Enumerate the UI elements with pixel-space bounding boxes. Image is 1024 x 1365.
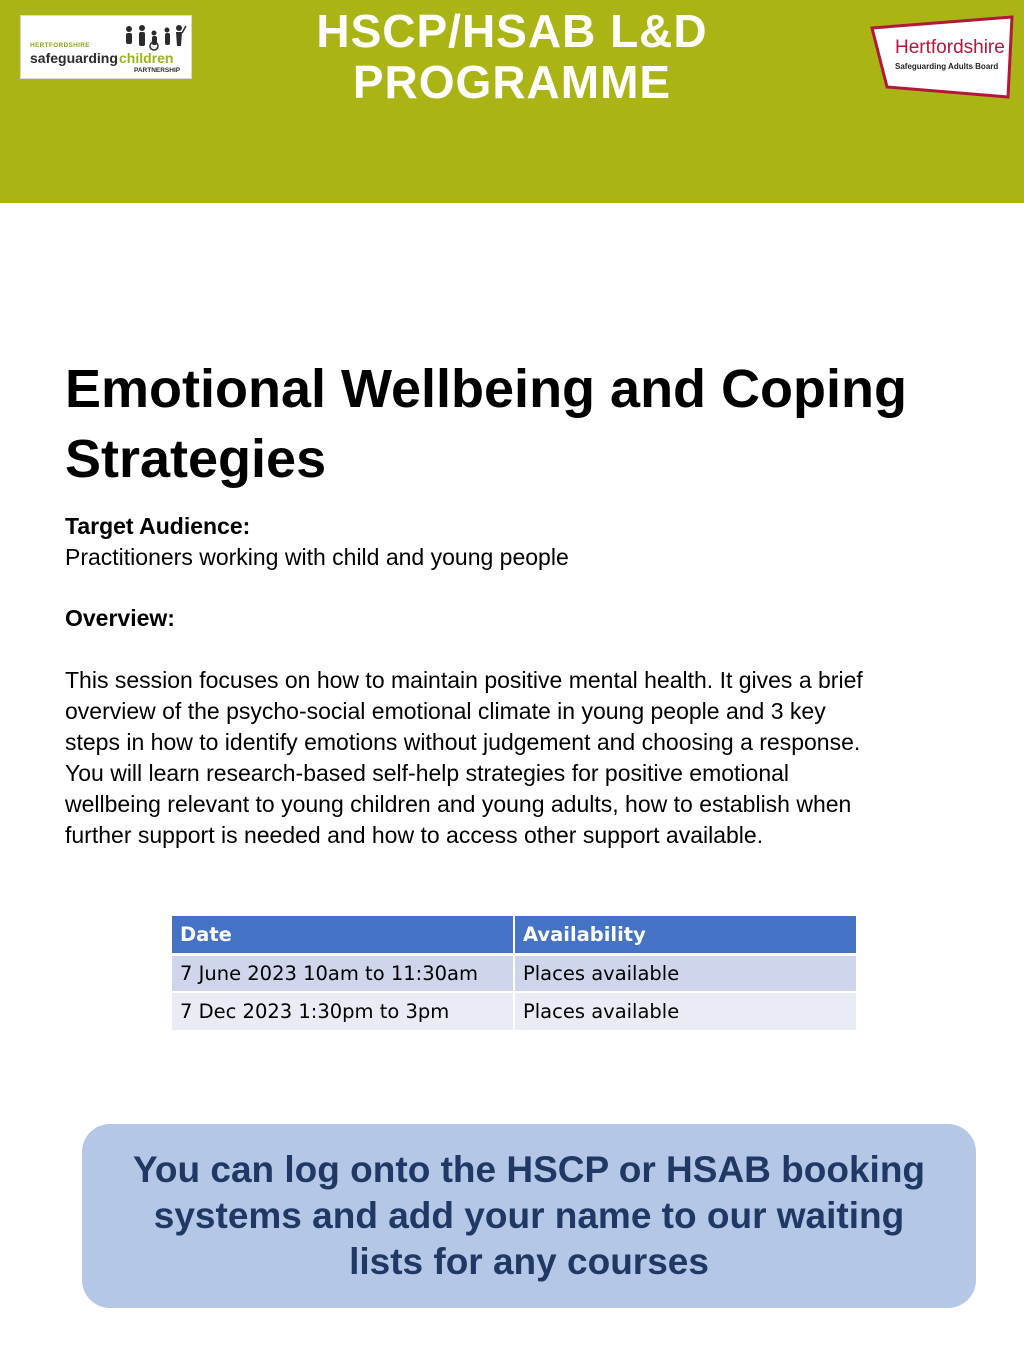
hsab-logo (869, 14, 1015, 100)
programme-title-line-2: PROGRAMME (352, 56, 672, 108)
target-audience-label: Target Audience: (65, 513, 251, 539)
overview-line: You will learn research-based self-help strategies for positive emotional (65, 760, 790, 786)
overview-line: overview of the psycho-social emotional climate in young people and 3 key (65, 698, 826, 724)
hscp-logo (20, 15, 192, 79)
overview-line: wellbeing relevant to young children and young adults, how to establish when (65, 791, 852, 817)
column-header-availability: Availability (514, 916, 856, 954)
target-audience-text: Practitioners working with child and young people (65, 544, 569, 570)
programme-title-line-1: HSCP/HSAB L&D (316, 5, 708, 57)
session-date: 7 Dec 2023 1:30pm to 3pm (172, 992, 514, 1030)
session-date: 7 June 2023 10am to 11:30am (172, 954, 514, 992)
hsab-logo-subtitle: Safeguarding Adults Board (895, 62, 999, 71)
table-row (172, 992, 856, 1030)
table-header-row (172, 916, 856, 954)
session-availability: Places available (514, 954, 856, 992)
programme-title (212, 6, 812, 108)
hscp-logo-word-safeguarding: safeguarding (30, 50, 118, 66)
callout-line: systems and add your name to our waiting (153, 1195, 905, 1236)
table-row (172, 954, 856, 992)
hsab-logo-name: Hertfordshire (895, 37, 1005, 58)
hscp-logo-word-children: children (119, 50, 174, 66)
overview-text (65, 665, 863, 851)
callout-line: You can log onto the HSCP or HSAB booking (132, 1149, 926, 1190)
booking-callout (82, 1124, 976, 1308)
overview-line: steps in how to identify emotions without judgement and choosing a response. (65, 729, 861, 755)
sessions-table (172, 916, 856, 1030)
course-title: Emotional Wellbeing and Coping Strategies (65, 359, 907, 489)
overview-line: further support is needed and how to access other support available. (65, 822, 764, 848)
hscp-logo-county: HERTFORDSHIRE (30, 42, 90, 49)
column-header-date: Date (172, 916, 514, 954)
overview-label: Overview: (65, 605, 175, 631)
hscp-logo-partnership: PARTNERSHIP (134, 67, 181, 74)
session-availability: Places available (514, 992, 856, 1030)
callout-line: lists for any courses (349, 1241, 709, 1282)
family-figures-icon (121, 24, 187, 52)
booking-callout-text (109, 1147, 949, 1285)
overview-line: This session focuses on how to maintain positive mental health. It gives a brief (65, 667, 863, 693)
